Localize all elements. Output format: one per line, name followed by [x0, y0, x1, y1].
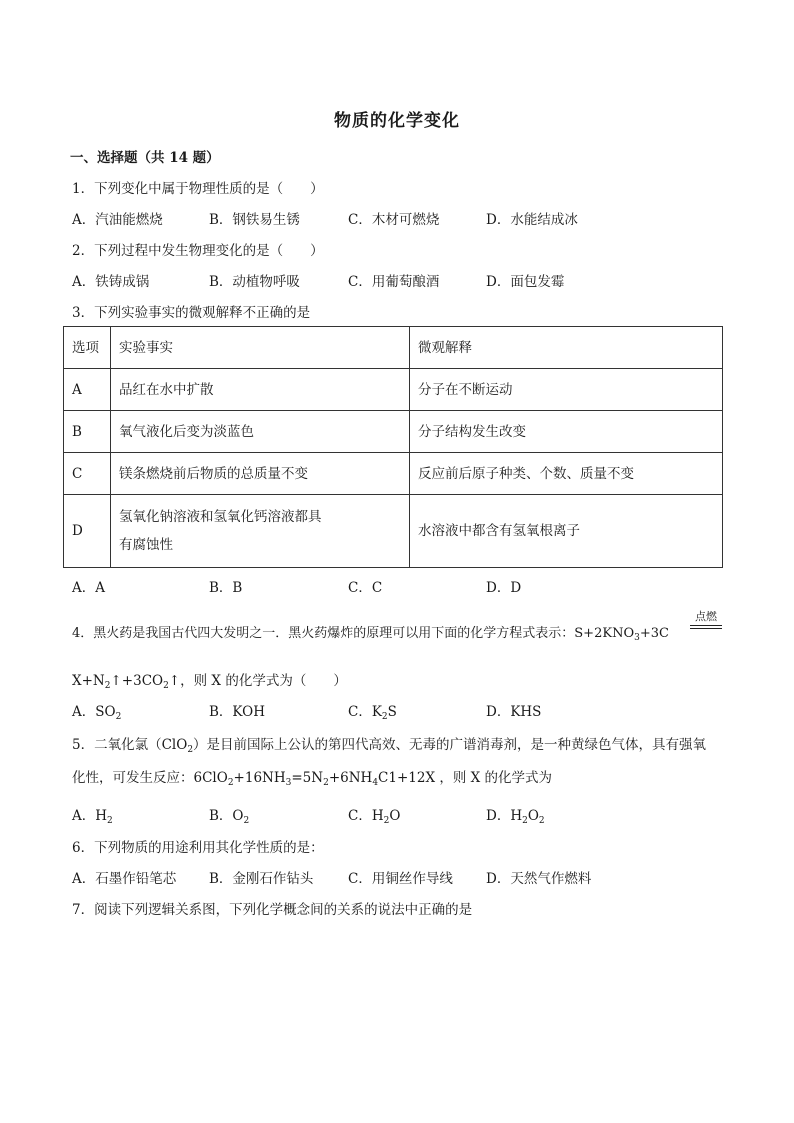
row-option: D — [64, 495, 111, 568]
equation-text: +6NH — [328, 770, 373, 786]
subscript: 2 — [243, 816, 250, 826]
option-text: A．H — [72, 808, 108, 824]
equation-text: C1+12X ，则 X 的化学式为 — [378, 770, 553, 786]
equation-text: ↑，则 X 的化学式为（ ） — [168, 673, 347, 689]
subscript: 2 — [163, 681, 169, 691]
question-3-stem: 3．下列实验事实的微观解释不正确的是 — [72, 305, 311, 321]
option-c[interactable]: C．木材可燃烧 — [348, 212, 440, 228]
table-header-row — [64, 327, 723, 369]
row-fact: 镁条燃烧前后物质的总质量不变 — [111, 453, 410, 495]
option-b[interactable]: B．B — [209, 580, 243, 596]
option-a[interactable]: A．铁铸成锅 — [72, 274, 150, 290]
option-c[interactable]: C．C — [348, 580, 383, 596]
row-explain: 反应前后原子种类、个数、质量不变 — [410, 453, 723, 495]
option-d[interactable] — [486, 804, 545, 826]
option-c[interactable] — [348, 804, 400, 826]
equals-bar — [690, 625, 722, 626]
option-text: C．H — [348, 808, 384, 824]
row-fact: 品红在水中扩散 — [111, 369, 410, 411]
question-1-stem: 1．下列变化中属于物理性质的是（ ） — [72, 181, 324, 197]
row-explain: 分子结构发生改变 — [410, 411, 723, 453]
condition-label: 点燃 — [695, 610, 717, 623]
equation-text: +16NH — [233, 770, 286, 786]
equation-left: S+2KNO — [574, 626, 635, 641]
option-a[interactable]: A．石墨作铅笔芯 — [72, 871, 177, 887]
table-row — [64, 495, 723, 568]
section-heading: 一、选择题（共 14 题） — [70, 150, 220, 166]
equation-text: X+N — [72, 673, 105, 689]
option-c[interactable]: C．用葡萄酿酒 — [348, 274, 440, 290]
option-b[interactable] — [209, 700, 265, 720]
subscript: 2 — [107, 816, 113, 826]
question-4-stem — [72, 622, 669, 643]
row-fact: 氧气液化后变为淡蓝色 — [111, 411, 410, 453]
stem-text: 5．二氧化氯（ClO — [72, 737, 188, 753]
option-text: D．KHS — [486, 704, 542, 720]
option-b[interactable]: B．金刚石作钻头 — [209, 871, 314, 887]
option-text: O — [527, 808, 539, 824]
header-option: 选项 — [64, 327, 111, 369]
header-explain: 微观解释 — [410, 327, 723, 369]
option-b[interactable]: B．钢铁易生锈 — [209, 212, 300, 228]
table-row — [64, 453, 723, 495]
table-row — [64, 411, 723, 453]
option-text: C．K — [348, 704, 382, 720]
stem-text: ）是目前国际上公认的第四代高效、无毒的广谱消毒剂，是一种黄绿色气体，具有强氧 — [193, 737, 707, 753]
subscript: 2 — [104, 681, 111, 691]
option-a[interactable] — [72, 700, 121, 722]
subscript: 3 — [634, 633, 640, 643]
option-b[interactable] — [209, 804, 249, 826]
option-d[interactable] — [486, 700, 541, 720]
option-text: S — [387, 704, 397, 720]
reaction-condition — [690, 611, 722, 629]
option-d[interactable]: D．D — [486, 580, 522, 596]
subscript: 2 — [227, 778, 234, 788]
option-a[interactable] — [72, 804, 113, 826]
subscript: 2 — [187, 745, 194, 755]
option-text: A．SO — [72, 704, 116, 720]
facts-table — [63, 326, 723, 568]
page-title: 物质的化学变化 — [334, 111, 460, 131]
option-text: D．H — [486, 808, 523, 824]
equals-bar — [690, 628, 722, 629]
question-6-stem: 6．下列物质的用途利用其化学性质的是： — [72, 840, 324, 856]
subscript: 2 — [381, 712, 388, 722]
option-text: B．KOH — [209, 704, 265, 720]
option-text: B．O — [209, 808, 244, 824]
table-row — [64, 369, 723, 411]
question-7-stem: 7．阅读下列逻辑关系图，下列化学概念间的关系的说法中正确的是 — [72, 902, 473, 918]
row-fact-line: 氢氧化钠溶液和氢氧化钙溶液都具 — [119, 509, 322, 525]
option-text: O — [389, 808, 401, 824]
option-a[interactable]: A．A — [72, 580, 105, 596]
row-option: B — [64, 411, 111, 453]
question-5-stem-line2 — [72, 766, 552, 788]
option-d[interactable]: D．水能结成冰 — [486, 212, 578, 228]
equation-text: 化性，可发生反应：6ClO — [72, 770, 228, 786]
row-explain: 水溶液中都含有氢氧根离子 — [410, 495, 723, 568]
subscript: 2 — [538, 816, 545, 826]
equation-text: =5N — [291, 770, 324, 786]
option-c[interactable] — [348, 700, 397, 722]
option-d[interactable]: D．面包发霉 — [486, 274, 565, 290]
question-2-stem: 2．下列过程中发生物理变化的是（ ） — [72, 243, 324, 259]
row-explain: 分子在不断运动 — [410, 369, 723, 411]
subscript: 2 — [383, 816, 390, 826]
subscript: 2 — [115, 712, 122, 722]
equation-left-tail: +3C — [639, 626, 669, 641]
stem-text: 4．黑火药是我国古代四大发明之一．黑火药爆炸的原理可以用下面的化学方程式表示： — [72, 626, 575, 641]
option-c[interactable]: C．用铜丝作导线 — [348, 871, 453, 887]
option-d[interactable]: D．天然气作燃料 — [486, 871, 592, 887]
option-b[interactable]: B．动植物呼吸 — [209, 274, 300, 290]
header-fact: 实验事实 — [111, 327, 410, 369]
option-a[interactable]: A．汽油能燃烧 — [72, 212, 163, 228]
subscript: 4 — [372, 778, 379, 788]
row-fact — [111, 495, 410, 568]
question-5-stem — [72, 733, 706, 755]
subscript: 2 — [323, 778, 329, 788]
equation-text: ↑+3CO — [110, 673, 164, 689]
question-4-stem-line2 — [72, 669, 347, 691]
subscript: 3 — [285, 778, 292, 788]
row-fact-line: 有腐蚀性 — [119, 537, 173, 553]
row-option: A — [64, 369, 111, 411]
subscript: 2 — [522, 816, 528, 826]
row-option: C — [64, 453, 111, 495]
